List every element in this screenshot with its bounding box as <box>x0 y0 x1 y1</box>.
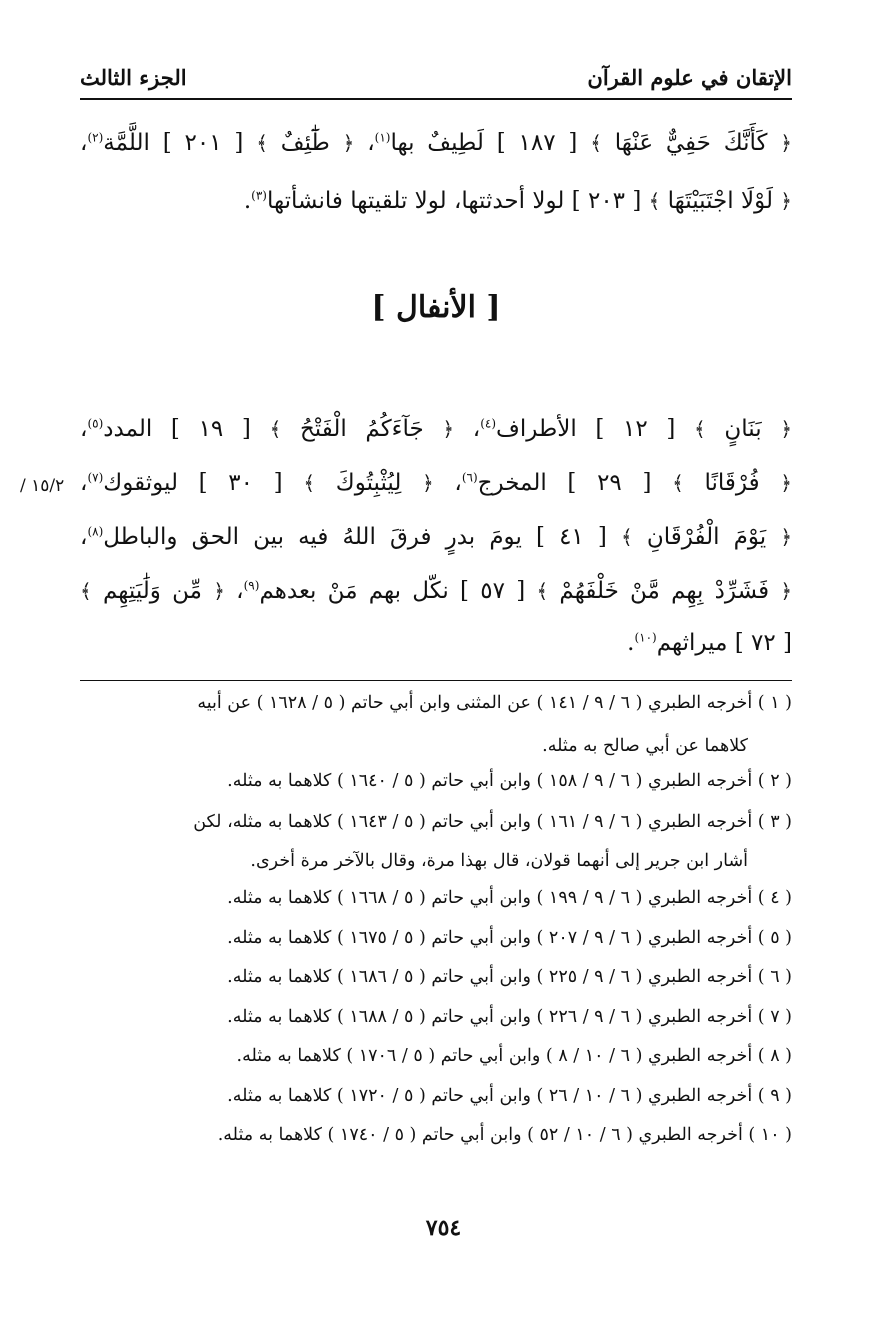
ornate-bracket-open: ﴿ <box>780 417 793 441</box>
running-header <box>80 56 792 100</box>
ornate-bracket-open: ﴿ <box>442 417 455 441</box>
text-line <box>80 188 792 214</box>
ornate-bracket-close: ﴾ <box>672 471 684 495</box>
footnote-ref: (٩) <box>243 578 260 593</box>
surah-heading: [ الأنفال ] <box>371 290 501 325</box>
footnote-ref: (٥) <box>87 416 104 431</box>
text-line <box>80 130 792 156</box>
footnote-ref: (٢) <box>87 130 104 145</box>
verse-ref: [ ٧٢ ] ميراثهم <box>656 630 792 656</box>
ornate-bracket-open: ﴿ <box>780 189 792 213</box>
ornate-bracket-close: ﴾ <box>256 131 268 155</box>
quran-word: كَأَنَّكَ حَفِيٌّ عَنْهَا <box>614 130 768 156</box>
footnote-continuation: أشار ابن جرير إلى أنهما قولان، قال بهذا مرة، وقال بالآخر مرة أخرى. <box>250 851 748 871</box>
ornate-bracket-open: ﴿ <box>342 131 355 155</box>
verse-ref: [ ٢٠٣ ] لولا أحدثتها، لولا تلقيتها فانشأتها <box>266 188 642 214</box>
footnote-continuation: كلاهما عن أبي صالح به مثله. <box>542 736 748 756</box>
footnote: ( ٩ ) أخرجه الطبري ( ٦ / ١٠ / ٢٦ ) وابن أبي حاتم ( ٥ / ١٧٢٠ ) كلاهما به مثله. <box>227 1086 792 1106</box>
verse-ref: [ ٣٠ ] ليوثقوك <box>103 470 283 496</box>
footnote-ref: (٦) <box>461 470 478 485</box>
text-line <box>80 630 792 656</box>
separator: . <box>243 188 252 214</box>
text-line <box>80 578 792 604</box>
separator: . <box>627 630 635 656</box>
separator: ، <box>80 416 88 442</box>
quran-word: لِيُثْبِتُوكَ <box>335 470 402 496</box>
separator: ، <box>80 130 88 156</box>
ornate-bracket-open: ﴿ <box>780 525 793 549</box>
verse-ref: [ ٢٠١ ] اللَّمَّة <box>103 130 244 156</box>
separator: ، <box>472 416 481 442</box>
footnote-ref: (٣) <box>251 188 267 203</box>
verse-ref: [ ٥٧ ] نكّل بهم مَنْ بعدهم <box>259 578 526 604</box>
page-number: ٧٥٤ <box>425 1215 462 1241</box>
margin-reference: ١٥/٢ / <box>20 476 65 496</box>
book-title: الإتقان في علوم القرآن <box>587 64 792 90</box>
quran-word: يَوْمَ الْفُرْقَانِ <box>646 524 767 550</box>
ornate-bracket-open: ﴿ <box>780 471 792 495</box>
footnote: ( ٧ ) أخرجه الطبري ( ٦ / ٩ / ٢٢٦ ) وابن أبي حاتم ( ٥ / ١٦٨٨ ) كلاهما به مثله. <box>227 1007 792 1027</box>
ornate-bracket-close: ﴾ <box>590 131 602 155</box>
verse-ref: [ ١٢ ] الأطراف <box>496 416 676 442</box>
text-line <box>80 524 792 550</box>
footnote: ( ٢ ) أخرجه الطبري ( ٦ / ٩ / ١٥٨ ) وابن أبي حاتم ( ٥ / ١٦٤٠ ) كلاهما به مثله. <box>227 771 792 791</box>
verse-ref: [ ١٨٧ ] لَطِيفٌ بها <box>390 130 578 156</box>
text-line <box>80 470 792 496</box>
separator: ، <box>236 578 244 604</box>
footnote-ref: (١٠) <box>634 630 657 645</box>
ornate-bracket-open: ﴿ <box>780 579 793 603</box>
verse-ref: [ ٤١ ] يومَ بدرٍ فرقَ اللهُ فيه بين الحق والباطل <box>103 524 607 550</box>
quran-word: لَوْلَا اجْتَبَيْتَهَا <box>667 188 773 214</box>
ornate-bracket-close: ﴾ <box>694 417 706 441</box>
ornate-bracket-close: ﴾ <box>621 525 633 549</box>
volume-label: الجزء الثالث <box>80 64 187 90</box>
text-line <box>80 416 792 442</box>
verse-ref: [ ١٩ ] المدد <box>103 416 251 442</box>
ornate-bracket-open: ﴿ <box>780 131 793 155</box>
ornate-bracket-close: ﴾ <box>269 417 282 441</box>
verse-ref: [ ٢٩ ] المخرج <box>477 470 652 496</box>
separator: ، <box>80 470 88 496</box>
quran-word: مِّن وَلَٰيَتِهِم <box>102 578 202 604</box>
ornate-bracket-close: ﴾ <box>648 189 661 213</box>
quran-word: فُرْقَانًا <box>704 470 760 496</box>
quran-word: طَٰٓئِفٌ <box>280 130 330 156</box>
footnote: ( ٣ ) أخرجه الطبري ( ٦ / ٩ / ١٦١ ) وابن أبي حاتم ( ٥ / ١٦٤٣ ) كلاهما به مثله، لكن <box>193 812 792 832</box>
footnote: ( ٨ ) أخرجه الطبري ( ٦ / ١٠ / ٨ ) وابن أبي حاتم ( ٥ / ١٧٠٦ ) كلاهما به مثله. <box>236 1046 792 1066</box>
ornate-bracket-close: ﴾ <box>536 579 549 603</box>
separator: ، <box>80 524 88 550</box>
ornate-bracket-close: ﴾ <box>80 579 92 603</box>
ornate-bracket-close: ﴾ <box>303 471 316 495</box>
ornate-bracket-open: ﴿ <box>213 579 225 603</box>
footnote: ( ٤ ) أخرجه الطبري ( ٦ / ٩ / ١٩٩ ) وابن أبي حاتم ( ٥ / ١٦٦٨ ) كلاهما به مثله. <box>227 888 792 908</box>
footnote: ( ٦ ) أخرجه الطبري ( ٦ / ٩ / ٢٢٥ ) وابن أبي حاتم ( ٥ / ١٦٨٦ ) كلاهما به مثله. <box>227 967 792 987</box>
footnote-ref: (١) <box>374 130 391 145</box>
footnote: ( ١ ) أخرجه الطبري ( ٦ / ٩ / ١٤١ ) عن المثنى وابن أبي حاتم ( ٥ / ١٦٢٨ ) عن أبيه <box>197 693 792 713</box>
footnote-ref: (٧) <box>87 470 104 485</box>
separator: ، <box>367 130 375 156</box>
quran-word: جَآءَكُمُ الْفَتْحُ <box>299 416 424 442</box>
footnote-divider <box>80 680 792 681</box>
quran-word: فَشَرِّدْ بِهِم مَّنْ خَلْفَهُمْ <box>559 578 770 604</box>
footnote-ref: (٤) <box>480 416 497 431</box>
footnote-ref: (٨) <box>87 524 104 539</box>
separator: ، <box>454 470 462 496</box>
ornate-bracket-open: ﴿ <box>422 471 434 495</box>
footnote: ( ٥ ) أخرجه الطبري ( ٦ / ٩ / ٢٠٧ ) وابن أبي حاتم ( ٥ / ١٦٧٥ ) كلاهما به مثله. <box>227 928 792 948</box>
footnote: ( ١٠ ) أخرجه الطبري ( ٦ / ١٠ / ٥٢ ) وابن أبي حاتم ( ٥ / ١٧٤٠ ) كلاهما به مثله. <box>217 1125 792 1145</box>
quran-word: بَنَانٍ <box>724 416 762 442</box>
